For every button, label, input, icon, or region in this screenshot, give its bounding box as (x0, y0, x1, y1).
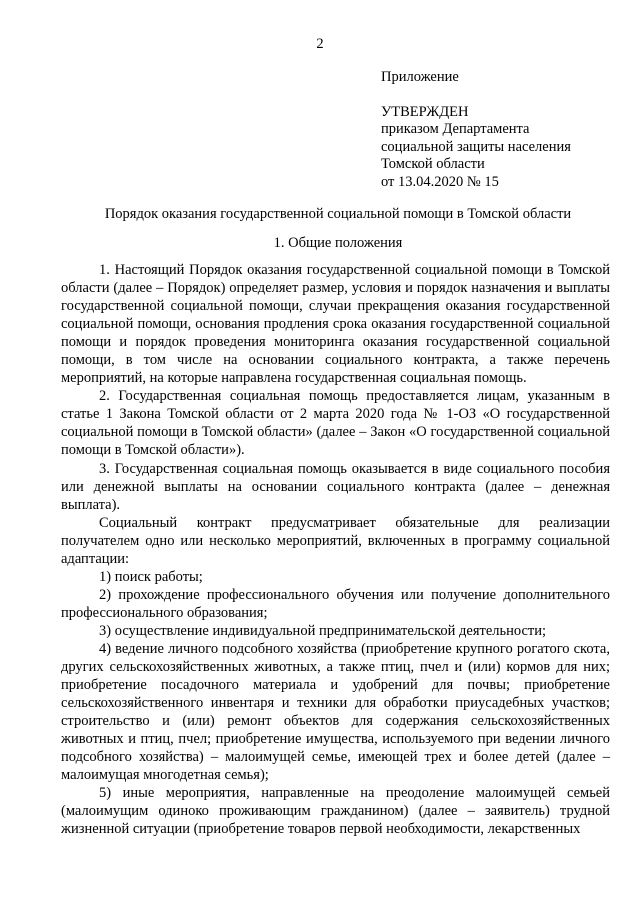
list-item: 2) прохождение профессионального обучения или получение дополнительного профессионального образования; (61, 586, 610, 621)
list-item: 4) ведение личного подсобного хозяйства (приобретение крупного рогатого скота, других сельскохозяйственных животных, а также птиц, пчел и (или) кормов для них; приобретение посадочного материала и удобрений для почвы; приобретение сельскохозяйственного инвентаря и техники для обработки приусадебных участков; строительство и (или) ремонт объектов для содержания сельскохозяйственных животных и птиц, пчел; приобретение имущества, используемого при ведении личного подсобного хозяйства) – малоимущей семье, имеющей трех и более детей (далее – малоимущая многодетная семья); (61, 640, 610, 784)
paragraph: 2. Государственная социальная помощь предоставляется лицам, указанным в статье 1 Закона Томской области от 2 марта 2020 года № 1-ОЗ «О государственной социальной помощи в Томской области» (далее – Закон «О государственной социальной помощи в Томской области»). (61, 388, 610, 459)
approval-block (381, 69, 571, 191)
paragraph: 1. Настоящий Порядок оказания государственной социальной помощи в Томской области (далее – Порядок) определяет размер, условия и порядок назначения и выплаты государственной социальной помощи, случаи прекращения оказания государственной социальной помощи, основания продления срока оказания государственной социальной помощи и порядок проведения мониторинга оказания государственной социальной помощи, в том числе на основании социального контракта, а также перечень мероприятий, на которые направлена государственная социальная помощь. (61, 262, 610, 387)
document-title: Порядок оказания государственной социальной помощи в Томской области (104, 206, 572, 222)
paragraph: 3. Государственная социальная помощь оказывается в виде социального пособия или денежной выплаты на основании социального контракта (далее – денежная выплата). (61, 460, 610, 513)
approval-line: социальной защиты населения (381, 138, 571, 155)
list-item: 3) осуществление индивидуальной предпринимательской деятельности; (99, 622, 547, 639)
approval-line: приказом Департамента (381, 121, 530, 137)
document-body (61, 261, 610, 839)
list-item: 5) иные мероприятия, направленные на преодоление малоимущей семьей (малоимущим одиноко проживающим гражданином) (далее – заявитель) трудной жизненной ситуации (приобретение товаров первой необходимости, лекарственных (61, 785, 610, 838)
page-number: 2 (316, 36, 324, 52)
appendix-label: Приложение (381, 69, 459, 85)
paragraph: Социальный контракт предусматривает обязательные для реализации получателем одно или несколько мероприятий, включенных в программу социальной адаптации: (61, 514, 610, 567)
approved-label: УТВЕРЖДЕН (381, 103, 469, 120)
approval-line: от 13.04.2020 № 15 (381, 173, 499, 190)
approval-line: Томской области (381, 156, 485, 172)
section-title: 1. Общие положения (273, 235, 403, 251)
list-item: 1) поиск работы; (99, 568, 203, 585)
